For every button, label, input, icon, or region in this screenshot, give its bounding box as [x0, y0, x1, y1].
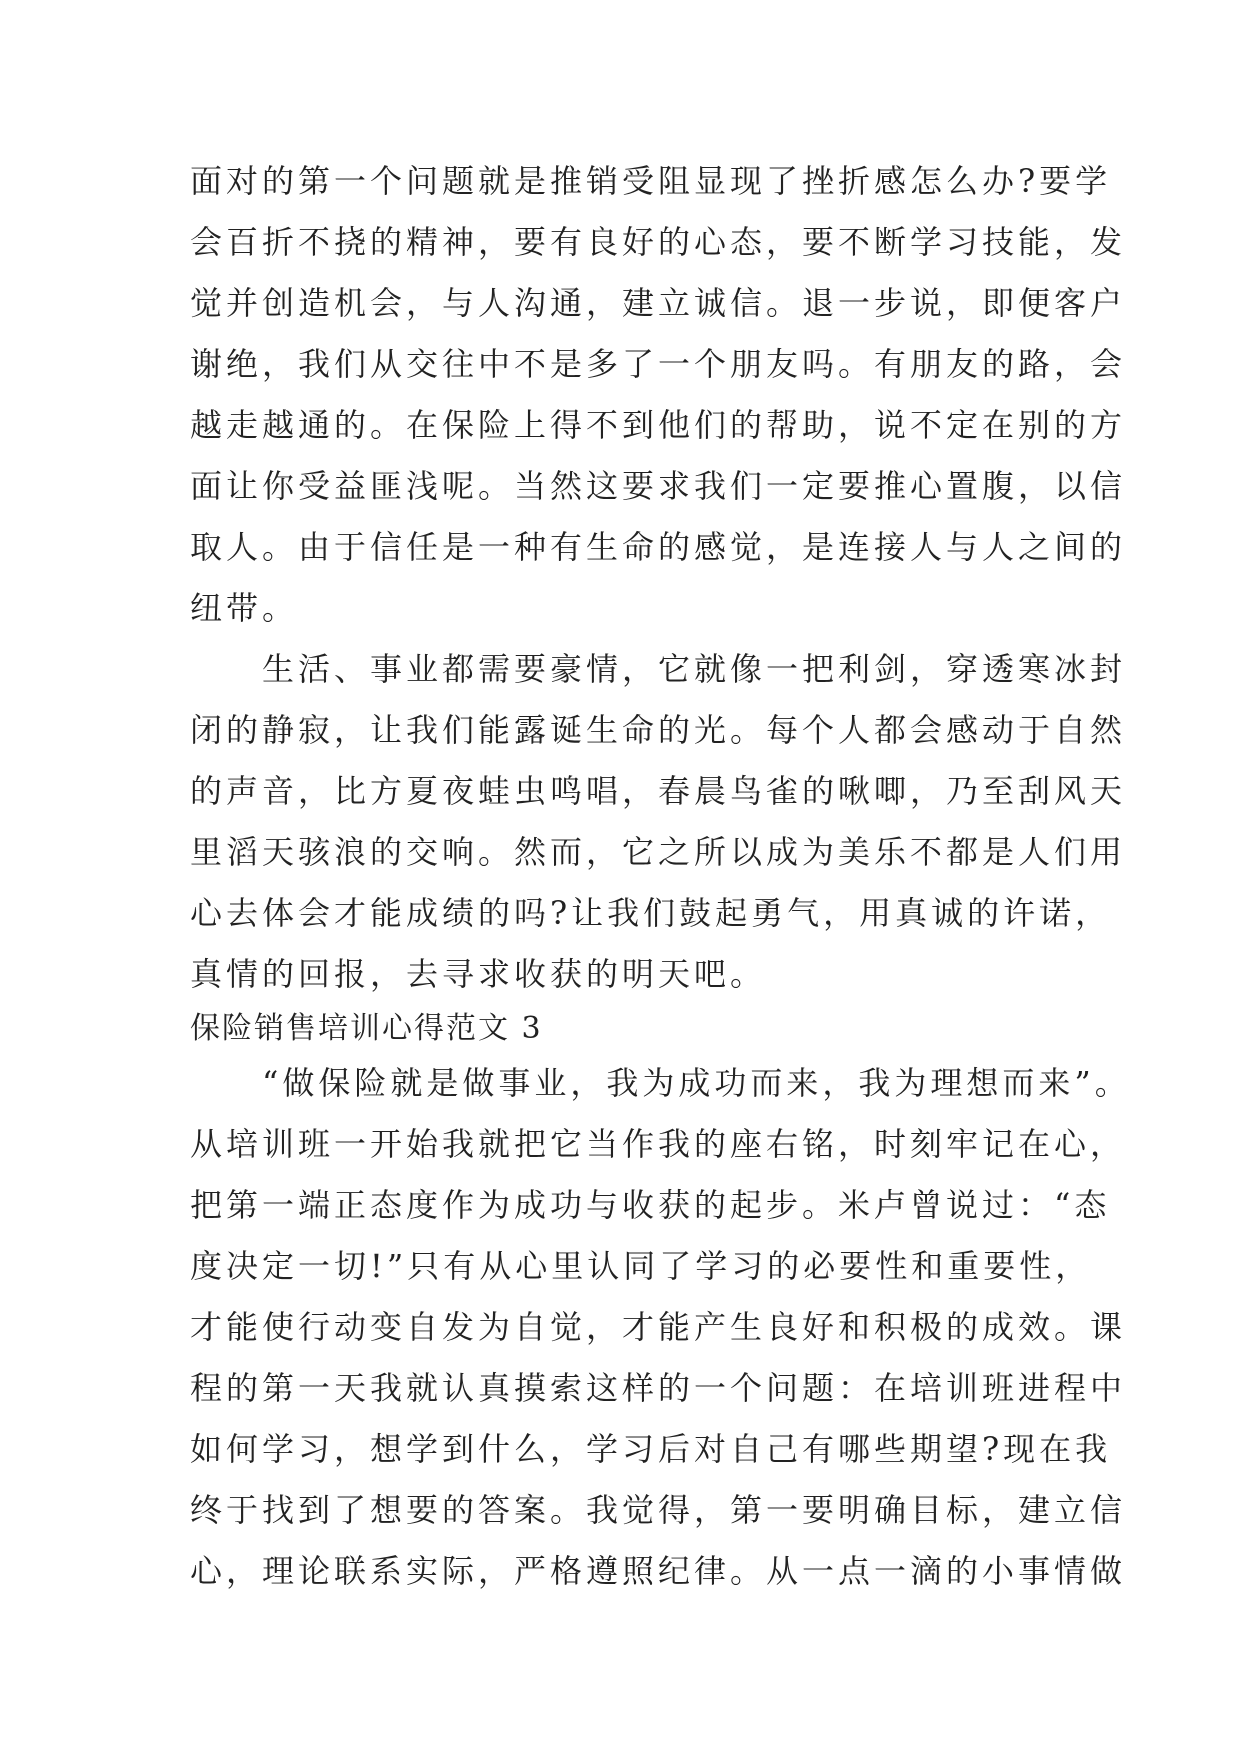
text-line: 纽带。: [190, 589, 299, 627]
text-line: 里滔天骇浪的交响。然而，它之所以成为美乐不都是人们用: [190, 833, 1127, 871]
document-body: [190, 151, 1131, 1602]
text-line: 度决定一切!”只有从心里认同了学习的必要性和重要性，: [190, 1247, 1092, 1285]
text-line: 的声音，比方夏夜蛙虫鸣唱，春晨鸟雀的啾唧，乃至刮风天: [190, 772, 1127, 810]
paragraph-2: [190, 639, 1127, 1005]
text-line: 觉并创造机会，与人沟通，建立诚信。退一步说，即便客户: [190, 284, 1127, 322]
text-line: 会百折不挠的精神，要有良好的心态，要不断学习技能，发: [190, 223, 1127, 261]
text-line: 生活、事业都需要豪情，它就像一把利剑，穿透寒冰封: [190, 650, 1127, 688]
text-line: 程的第一天我就认真摸索这样的一个问题：在培训班进程中: [190, 1369, 1127, 1407]
text-line: 把第一端正态度作为成功与收获的起步。米卢曾说过：“态: [190, 1186, 1111, 1224]
text-line: 面让你受益匪浅呢。当然这要求我们一定要推心置腹，以信: [190, 467, 1127, 505]
text-line: 才能使行动变自发为自觉，才能产生良好和积极的成效。课: [190, 1308, 1127, 1346]
text-line: 终于找到了想要的答案。我觉得，第一要明确目标，建立信: [190, 1491, 1127, 1529]
text-line: 心，理论联系实际，严格遵照纪律。从一点一滴的小事情做: [190, 1552, 1127, 1590]
paragraph-1: [190, 151, 1127, 639]
text-line: 如何学习，想学到什么，学习后对自己有哪些期望?现在我: [190, 1430, 1112, 1468]
text-line: 谢绝，我们从交往中不是多了一个朋友吗。有朋友的路，会: [190, 345, 1127, 383]
text-line: 心去体会才能成绩的吗?让我们鼓起勇气，用真诚的许诺，: [190, 894, 1112, 932]
text-line: 面对的第一个问题就是推销受阻显现了挫折感怎么办?要学: [190, 162, 1112, 200]
text-line: “做保险就是做事业，我为成功而来，我为理想而来”。: [190, 1064, 1131, 1102]
paragraph-3: [190, 1053, 1131, 1602]
section-heading: 保险销售培训心得范文 3: [190, 1011, 543, 1046]
text-line: 取人。由于信任是一种有生命的感觉，是连接人与人之间的: [190, 528, 1127, 566]
text-line: 从培训班一开始我就把它当作我的座右铭，时刻牢记在心，: [190, 1125, 1127, 1163]
text-line: 越走越通的。在保险上得不到他们的帮助，说不定在别的方: [190, 406, 1127, 444]
text-line: 闭的静寂，让我们能露诞生命的光。每个人都会感动于自然: [190, 711, 1127, 749]
text-line: 真情的回报，去寻求收获的明天吧。: [190, 955, 767, 993]
